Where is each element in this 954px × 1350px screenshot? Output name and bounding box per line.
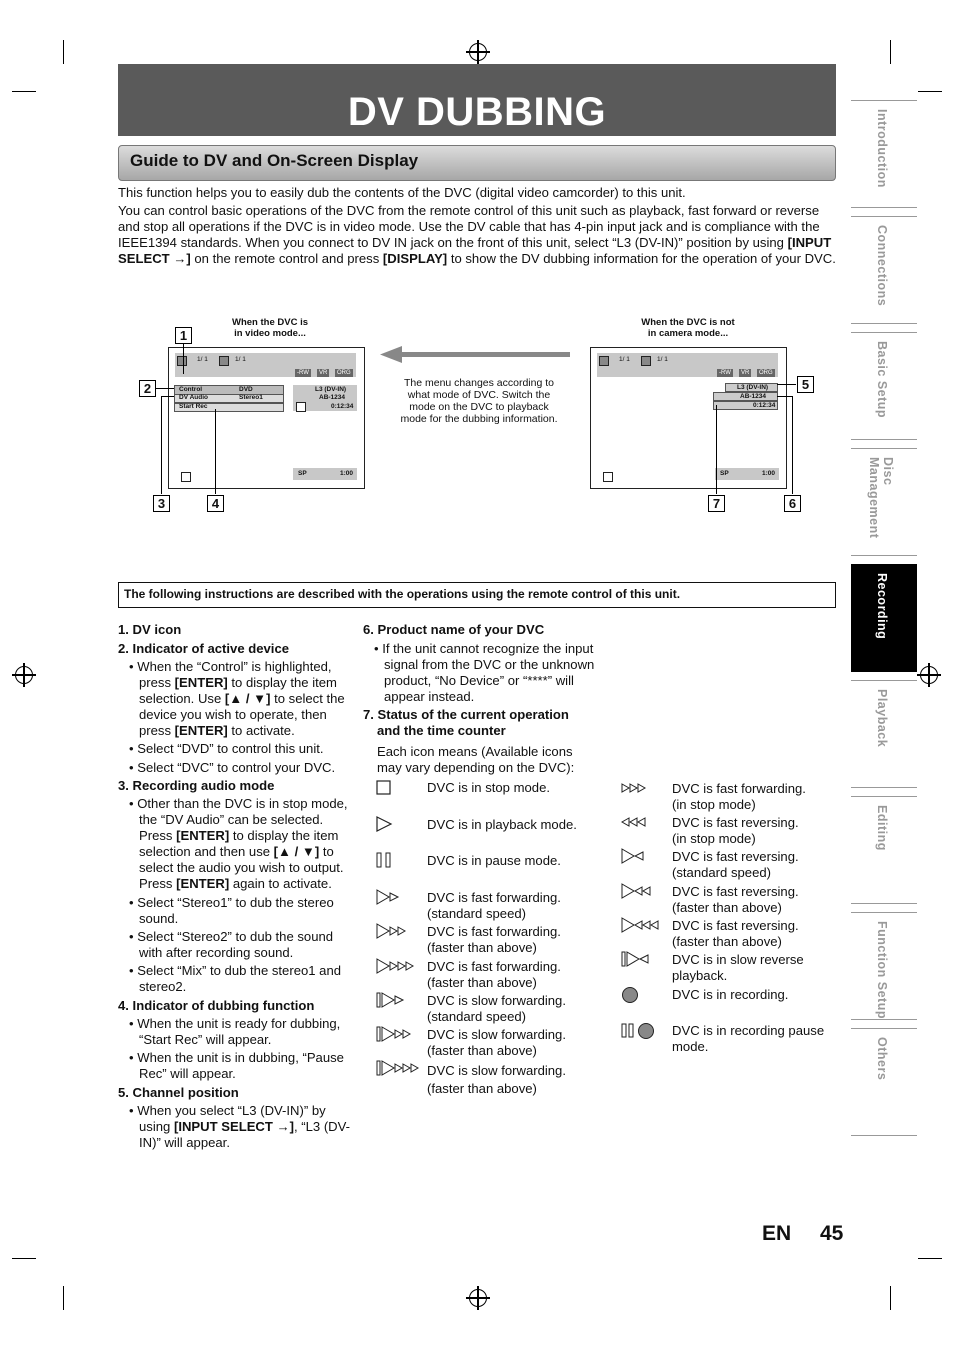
slow-forward-faster-icon: [376, 1026, 420, 1044]
heading-6: 6. Product name of your DVC: [363, 622, 545, 637]
arrow-left-icon: [380, 345, 572, 365]
bullet-2a: • When the “Control” is highlighted, press [ENTER] to display the item selection. Use [▲ / ▼] to select the device you wish to operate, then press [ENTER] to activate.: [129, 659, 345, 738]
tab-recording[interactable]: Recording: [851, 564, 917, 672]
record-pause-icon: [621, 1022, 657, 1040]
rew-fastest-icon: [621, 917, 665, 935]
language-label: EN: [762, 1222, 792, 1245]
tab-introduction[interactable]: Introduction: [851, 100, 917, 208]
page-number: 45: [820, 1222, 844, 1245]
heading-1: 1. DV icon: [118, 622, 182, 637]
callout-7: 7: [708, 495, 725, 512]
bullet-3c: • Select “Stereo2” to dub the sound with after recording sound.: [129, 929, 334, 960]
icon-desc: DVC is fast forwarding. (in stop mode): [672, 781, 806, 812]
ff-faster-icon: [376, 923, 416, 941]
bullet-2c: • Select “DVC” to control your DVC.: [129, 760, 336, 775]
icon-desc: DVC is slow forwarding. (faster than above): [427, 1063, 566, 1096]
callout-3: 3: [153, 495, 170, 512]
ff-stop-icon: [621, 782, 651, 794]
bullet-5a: • When you select “L3 (DV-IN)” by using [INPUT SELECT →], “L3 (DV-IN)” will appear.: [129, 1103, 351, 1150]
rew-faster-icon: [621, 883, 657, 901]
record-icon: [621, 986, 641, 1004]
callout-1: 1: [175, 327, 192, 344]
callout-6: 6: [784, 495, 801, 512]
bullet-3a: • Other than the DVC is in stop mode, the “DV Audio” can be selected. Press [ENTER] to display the item selection and then use [▲ / ▼] to select the audio you wish to output. Press [ENTER] again to activate.: [129, 796, 348, 891]
osd-screen-video-mode: 1/ 1 1/ 1 -RW VR ORG Control DVD DV Audio Stereo1 Start Rec L3 (DV-IN) AB-1234 0:12:34 SP 1:00: [168, 347, 365, 489]
icon-desc: DVC is fast forwarding. (faster than above): [427, 924, 561, 955]
bullet-3d: • Select “Mix” to dub the stereo1 and stereo2.: [129, 963, 342, 994]
ff-standard-icon: [376, 889, 406, 907]
rew-stop-icon: [621, 816, 651, 828]
heading-2: 2. Indicator of active device: [118, 641, 290, 656]
tab-others[interactable]: Others: [851, 1028, 917, 1136]
tab-basic-setup[interactable]: Basic Setup: [851, 332, 917, 440]
icon-desc: DVC is fast forwarding. (standard speed): [427, 890, 561, 921]
icon-intro: Each icon means (Available icons may vary depending on the DVC):: [377, 744, 575, 775]
icon-desc: DVC is in stop mode.: [427, 780, 550, 795]
stop-icon: [376, 780, 392, 796]
intro-paragraph: You can control basic operations of the DVC from the remote control of this unit such as playback, fast forward or reverse and stop all operations if the DVC is in video mode. Use the DV cable that has 4-pin input jack and is compliance with the IEEE1394 standards. When you connect to DV IN jack on the front of this unit, select “L3 (DV-IN)” position by using [INPUT SELECT →] on the remote control and press [DISPLAY] to show the DV dubbing information for the operation of your DVC.: [118, 203, 836, 266]
icon-desc: DVC is fast reversing. (in stop mode): [672, 815, 799, 846]
icon-desc: DVC is in playback mode.: [427, 817, 577, 832]
slow-forward-fastest-icon: [376, 1060, 424, 1078]
slow-forward-icon: [376, 992, 416, 1010]
right-caption: When the DVC is not in camera mode...: [641, 317, 735, 339]
icon-desc: DVC is in slow reverse playback.: [672, 952, 804, 983]
bullet-2b: • Select “DVD” to control this unit.: [129, 741, 324, 756]
callout-2: 2: [139, 380, 156, 397]
bullet-6: • If the unit cannot recognize the input signal from the DVC or the unknown product, “No Device” or “****” will appear instead.: [374, 641, 595, 704]
heading-3: 3. Recording audio mode: [118, 778, 275, 793]
icon-desc: DVC is fast reversing. (faster than above): [672, 918, 799, 949]
icon-desc: DVC is fast forwarding. (faster than above): [427, 959, 561, 990]
tab-disc-management[interactable]: Disc Management: [851, 448, 917, 556]
column-left: [118, 622, 350, 1151]
icon-desc: DVC is fast reversing. (faster than above): [672, 884, 799, 915]
ff-fastest-icon: [376, 958, 420, 976]
pause-icon: [376, 852, 394, 870]
slow-reverse-icon: [621, 951, 657, 969]
osd-screen-not-camera-mode: 1/ 1 1/ 1 -RW VR ORG L3 (DV-IN) AB-1234 0:12:34 SP 1:00: [590, 347, 787, 489]
icon-desc: DVC is slow forwarding. (faster than above): [427, 1027, 566, 1058]
heading-7-cont: and the time counter: [377, 723, 506, 738]
icon-desc: DVC is in pause mode.: [427, 853, 561, 868]
callout-5: 5: [797, 376, 814, 393]
section-title: Guide to DV and On-Screen Display: [130, 151, 419, 170]
play-icon: [376, 816, 394, 834]
icon-desc: DVC is in recording.: [672, 987, 789, 1002]
notice-text: The following instructions are described with the operations using the remote control of this unit.: [124, 587, 681, 601]
icon-desc: DVC is fast reversing. (standard speed): [672, 849, 799, 880]
heading-5: 5. Channel position: [118, 1085, 239, 1100]
callout-4: 4: [207, 495, 224, 512]
icon-desc: DVC is slow forwarding. (standard speed): [427, 993, 566, 1024]
bullet-3b: • Select “Stereo1” to dub the stereo sound.: [129, 895, 334, 926]
tab-editing[interactable]: Editing: [851, 796, 917, 904]
tab-function-setup[interactable]: Function Setup: [851, 912, 917, 1020]
mode-note: The menu changes according to what mode of DVC. Switch the mode on the DVC to playback mode for the dubbing information.: [400, 377, 558, 425]
tab-playback[interactable]: Playback: [851, 680, 917, 788]
rew-standard-icon: [621, 848, 651, 866]
page-title: DV DUBBING: [347, 90, 607, 134]
heading-7: 7. Status of the current operation: [363, 707, 569, 722]
tab-connections[interactable]: Connections: [851, 216, 917, 324]
left-caption: When the DVC is in video mode...: [231, 317, 308, 339]
icon-desc: DVC is in recording pause mode.: [672, 1023, 825, 1054]
bullet-4b: • When the unit is in dubbing, “Pause Rec” will appear.: [129, 1050, 344, 1081]
bullet-4a: • When the unit is ready for dubbing, “Start Rec” will appear.: [129, 1016, 341, 1047]
intro-line: This function helps you to easily dub the contents of the DVC (digital video camcorder) to this unit.: [118, 185, 686, 200]
heading-4: 4. Indicator of dubbing function: [118, 998, 315, 1013]
column-middle: [363, 622, 595, 776]
